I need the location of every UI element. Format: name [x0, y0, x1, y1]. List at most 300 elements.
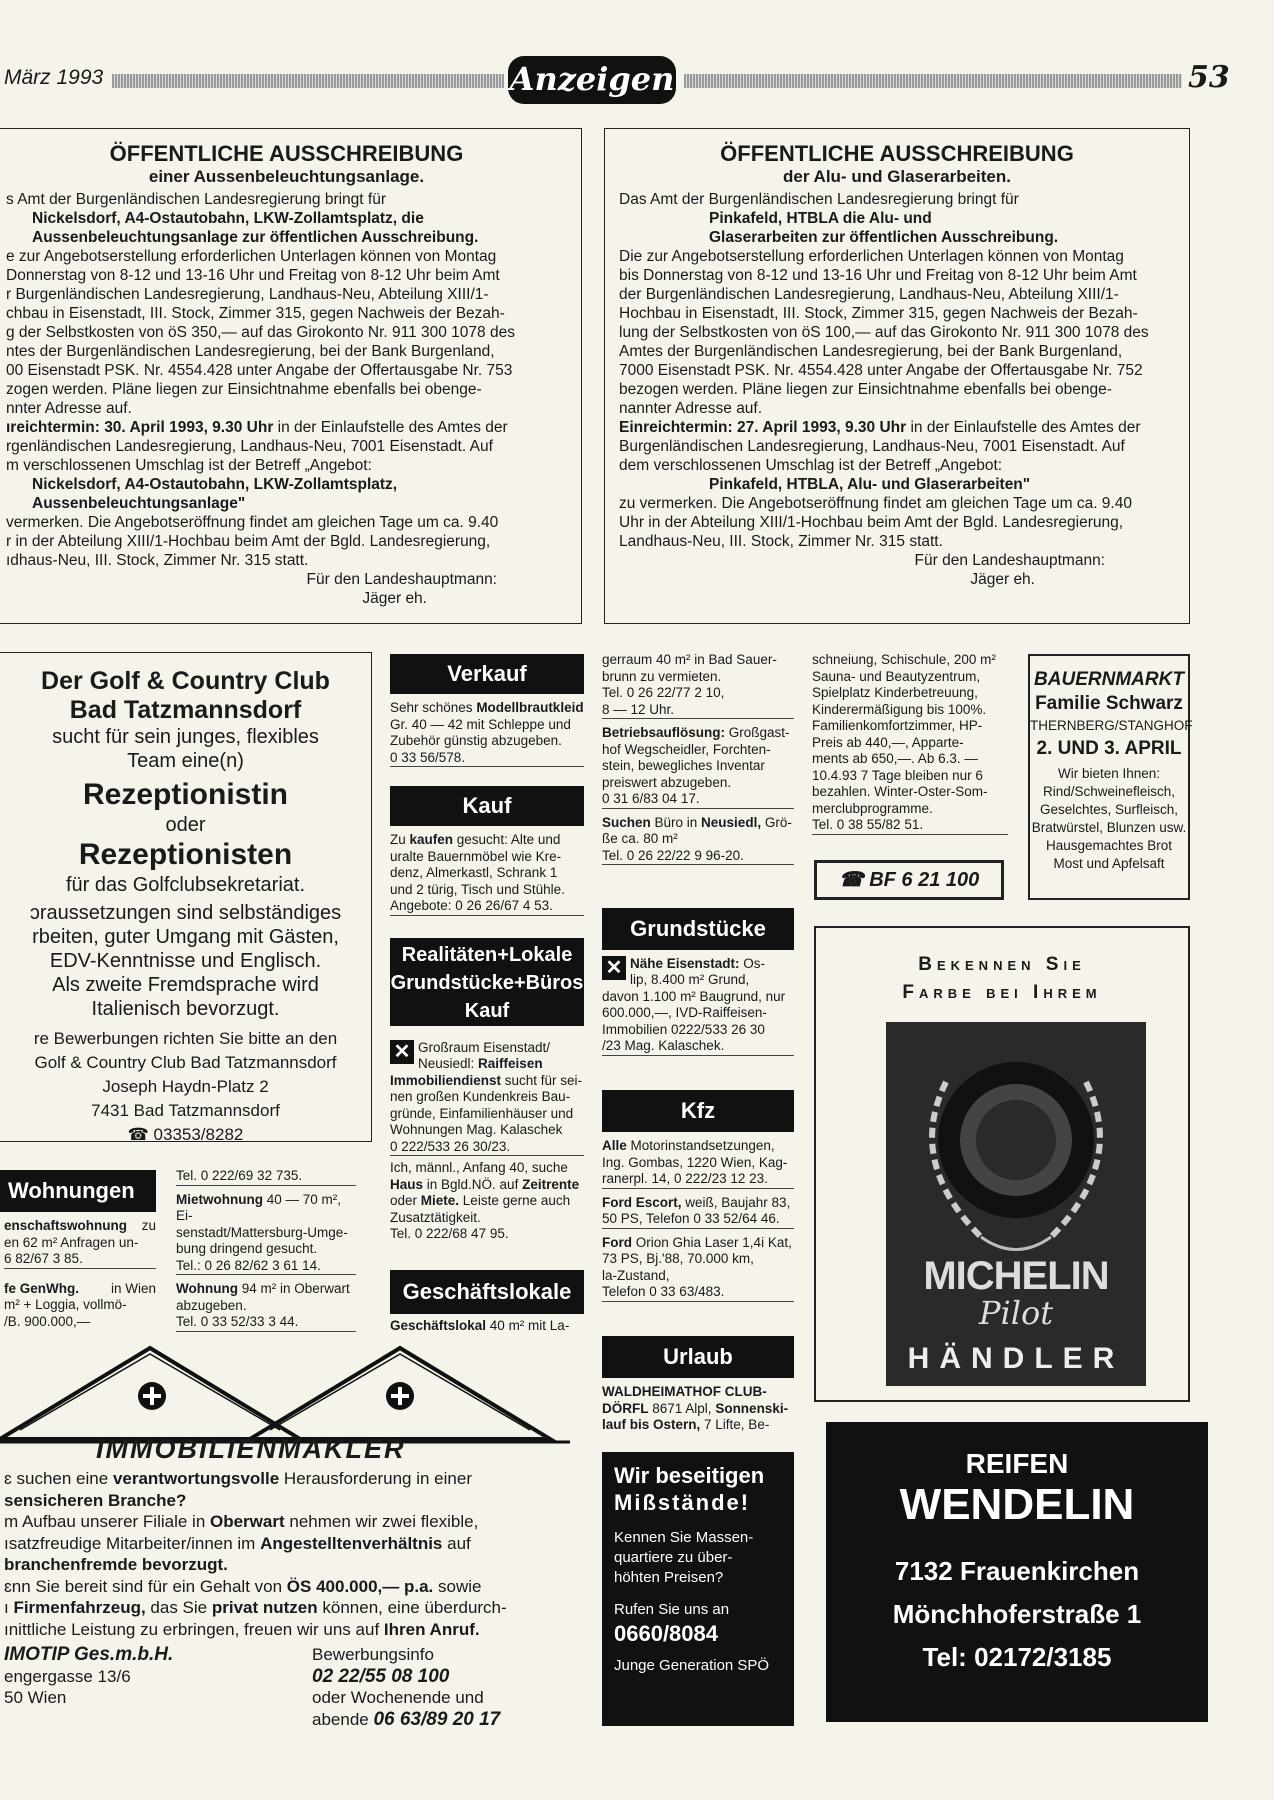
immo-text: auf	[442, 1533, 471, 1553]
deadline: Einreichtermin: 27. April 1993, 9.30 Uhr	[619, 419, 907, 436]
michelin-slogan: Farbe bei Ihrem	[902, 982, 1102, 1003]
classified-line: Tel. 0 222/69 32 735.	[176, 1168, 356, 1186]
tender-line: rgenländischen Landesregierung, Landhaus-Neu, 7001 Eisenstadt. Auf	[6, 438, 493, 455]
classified-line: uralte Bauernmöbel wie Kre-	[390, 848, 562, 864]
immo-text: sowie	[433, 1576, 482, 1596]
classified-line: abzugeben.	[176, 1297, 247, 1313]
classified-line: und 2 türig, Tisch und Stühle.	[390, 881, 565, 897]
golf-headline: Bad Tatzmannsdorf	[69, 696, 302, 724]
tender-line: bis Donnerstag von 8-12 und 13-16 Uhr und Freitag von 8-12 Uhr beim Amt	[619, 267, 1137, 284]
tender-line: 7000 Eisenstadt PSK. Nr. 4554.428 unter Angabe der Offertausgabe Nr. 752	[619, 362, 1143, 379]
classified-bold: Miete.	[420, 1193, 460, 1208]
classified-line: Ich, männl., Anfang 40, suche	[390, 1160, 568, 1175]
michelin-panel	[886, 1022, 1146, 1386]
classified-bold: Betriebsauflösung:	[602, 725, 726, 740]
classified-line: 600.000,—, IVD-Raiffeisen-	[602, 1005, 767, 1020]
tender-line: Amtes der Burgenländischen Landesregierung, bei der Bank Burgenland,	[619, 343, 1123, 360]
immo-line	[4, 1511, 576, 1533]
immo-ad	[0, 1334, 580, 1744]
classified-line: Angebote: 0 26 26/67 4 53.	[390, 898, 584, 916]
immo-bold: Ihren Anruf.	[383, 1619, 480, 1639]
bauern-place: THERNBERG/STANGHOF	[1030, 718, 1193, 733]
classified-line: davon 1.100 m² Baugrund, nur	[602, 988, 786, 1004]
wendelin-name: WENDELIN	[899, 1480, 1135, 1529]
classified-line: 0 31 6/83 04 17.	[602, 791, 794, 809]
section-logo: Anzeigen	[508, 56, 676, 104]
tender-line: 00 Eisenstadt PSK. Nr. 4554.428 unter Angabe der Offertausgabe Nr. 753	[6, 362, 513, 379]
classified-text: in Wien	[110, 1280, 156, 1296]
classified-line: nen großen Kundenkreis Bau-	[390, 1089, 571, 1104]
category-kfz: Kfz	[602, 1090, 794, 1132]
immo-title: IMMOBILIENMAKLER	[96, 1434, 406, 1464]
immo-bold: Firmenfahrzeug,	[13, 1598, 146, 1617]
immo-text: das Sie	[145, 1598, 212, 1617]
tender-line: nannter Adresse auf.	[619, 400, 763, 417]
tender-line	[6, 418, 567, 437]
classified-line: Tel.: 0 26 82/62 3 61 14.	[176, 1258, 356, 1276]
classified-line: ranerpl. 14, 0 222/23 12 23.	[602, 1171, 794, 1189]
classified-bold: Geschäftslokal	[390, 1318, 487, 1333]
tender-left	[0, 128, 582, 624]
classified-bold: Modellbrautkleid	[476, 700, 584, 715]
job-title: Rezeptionistin	[82, 778, 288, 811]
classified-line: 6 82/67 3 85.	[4, 1251, 156, 1269]
classified-bold: lauf bis Ostern,	[602, 1417, 701, 1432]
immo-bold: Angestelltenverhältnis	[260, 1533, 443, 1553]
spoe-phone: 0660/8084	[614, 1621, 718, 1646]
tender-line: ntes der Burgenländischen Landesregierung, bei der Bank Burgenland,	[6, 343, 495, 360]
golf-text: EDV-Kenntnisse und Englisch.	[49, 950, 322, 972]
classified-line: Familienkomfortzimmer, HP-	[812, 718, 983, 733]
classified-line: Zusatztätigkeit.	[390, 1209, 481, 1225]
company-street: engergasse 13/6	[4, 1666, 131, 1686]
spoe-headline: Wir beseitigen	[614, 1463, 765, 1488]
classified-line: bung dringend gesucht.	[176, 1241, 318, 1256]
bauern-date: 2. UND 3. APRIL	[1036, 738, 1182, 759]
classified-line: Tel. 0 26 22/77 2 10,	[602, 685, 725, 700]
tender-text: in der Einlaufstelle des Amtes der	[906, 419, 1141, 436]
immo-text: ınittliche Leistung zu erbringen, freuen wir uns auf	[4, 1619, 384, 1639]
contact-text: abende	[312, 1709, 374, 1729]
immo-company	[4, 1644, 244, 1709]
contact-phone-weekend: 06 63/89 20 17	[373, 1708, 501, 1730]
bf-phone-box: ☎ BF 6 21 100	[814, 860, 1004, 900]
classified-text: sucht für sei-	[501, 1072, 583, 1088]
classified-text: in Bgld.NÖ. auf	[423, 1176, 523, 1192]
classified-line: Spielplatz Kinderbetreuung,	[812, 685, 978, 700]
tender-line: ıdhaus-Neu, III. Stock, Zimmer Nr. 315 statt.	[6, 552, 309, 569]
tender-text: in der Einlaufstelle des Amtes der	[273, 419, 508, 436]
classified-line: 10.4.93 7 Tage bleiben nur 6	[812, 767, 983, 783]
tender-line: Landhaus-Neu, III. Stock, Zimmer Nr. 315 statt.	[619, 533, 943, 550]
tender-line: Nickelsdorf, A4-Ostautobahn, LKW-Zollamtsplatz, die	[32, 210, 424, 227]
raiffeisen-logo-icon: ✕	[602, 956, 626, 980]
tender-line: zogen werden. Pläne liegen zur Einsichtnahme ebenfalls bei obenge-	[6, 381, 482, 398]
contact-label: Bewerbungsinfo	[312, 1645, 434, 1664]
classified-line: brunn zu vermieten.	[602, 668, 722, 684]
classifieds-wohnungen-right	[176, 1168, 356, 1332]
wendelin-city: 7132 Frauenkirchen	[894, 1556, 1140, 1586]
golf-contact: Golf & Country Club Bad Tatzmannsdorf	[34, 1053, 337, 1072]
classified-line: Kinderermäßigung bis 100%.	[812, 701, 987, 717]
deadline: ıreichtermin: 30. April 1993, 9.30 Uhr	[6, 419, 274, 436]
classified-bold: Haus	[390, 1176, 424, 1192]
classified-line: Telefon 0 33 63/483.	[602, 1284, 794, 1302]
tender-line: nnter Adresse auf.	[6, 400, 132, 417]
classifieds-urlaub	[602, 1384, 794, 1434]
golf-text: rbeiten, guter Umgang mit Gästen,	[32, 926, 339, 948]
classified-text: 94 m² in Oberwart	[237, 1281, 350, 1296]
signature-name: Jäger eh.	[970, 571, 1035, 588]
classified-line	[602, 1417, 794, 1434]
tender-line: Donnerstag von 8-12 und 13-16 Uhr und Freitag von 8-12 Uhr beim Amt	[6, 267, 500, 284]
classified-line: la-Zustand,	[602, 1267, 670, 1283]
classifieds-col4-top	[602, 652, 794, 865]
tender-line: Aussenbeleuchtungsanlage zur öffentlichen Ausschreibung.	[32, 229, 479, 246]
classified-bold: Neusiedl,	[701, 814, 762, 830]
category-kauf: Kauf	[390, 786, 584, 826]
classified-text: Leiste gerne auch	[459, 1193, 571, 1208]
immo-text: Herausforderung in einer	[279, 1469, 472, 1488]
classified-line	[602, 725, 794, 742]
tender-line: Glaserarbeiten zur öffentlichen Ausschreibung.	[709, 229, 1059, 246]
classified-text: 40 m² mit La-	[486, 1318, 570, 1333]
classified-text: gesucht: Alte und	[453, 832, 561, 847]
classified-line	[4, 1281, 156, 1298]
spoe-ad	[602, 1452, 794, 1726]
tender-line: m verschlossenen Umschlag ist der Betreff „Angebot:	[6, 457, 372, 474]
classified-line: bezahlen. Winter-Oster-Som-	[812, 784, 988, 799]
tender-line: Pinkafeld, HTBLA die Alu- und	[709, 210, 932, 227]
classified-text: 8671 Alpl,	[648, 1400, 716, 1416]
classified-line: Tel. 0 38 55/82 51.	[812, 817, 1008, 835]
immo-line	[4, 1533, 576, 1555]
immo-contact	[312, 1644, 580, 1730]
classified-line: preiswert abzugeben.	[602, 774, 732, 790]
tender-line: r in der Abteilung XIII/1-Hochbau beim Amt der Bgld. Landesregierung,	[6, 533, 491, 550]
tender-line: g der Selbstkosten von öS 350,— auf das Girokonto Nr. 911 300 1078 des	[6, 324, 515, 341]
contact-phone: 02 22/55 08 100	[312, 1665, 450, 1687]
spoe-text: höhten Preisen?	[614, 1569, 724, 1586]
bauern-family: Familie Schwarz	[1035, 693, 1183, 714]
classified-line: 73 PS, Bj.'88, 70.000 km,	[602, 1251, 754, 1266]
classified-line: ments ab 650,—. Ab 6.3. —	[812, 751, 978, 766]
bauern-text: Hausgemachtes Brot	[1045, 838, 1173, 853]
classified-line	[602, 815, 794, 832]
classified-bold: kaufen	[409, 832, 454, 847]
classified-text: Grö-	[761, 814, 792, 830]
michelin-brand: MICHELIN	[923, 1254, 1109, 1298]
tender-subtitle: der Alu- und Glaserarbeiten.	[783, 167, 1011, 186]
classified-bold: Raiffeisen	[478, 1056, 543, 1071]
michelin-ad	[814, 926, 1190, 1402]
category-line: Grundstücke+Büros	[390, 972, 584, 994]
tender-line: zu vermerken. Die Angebotseröffnung findet am gleichen Tage um ca. 9.40	[619, 495, 1132, 512]
category-verkauf: Verkauf	[390, 654, 584, 694]
classified-line: Ing. Gombas, 1220 Wien, Kag-	[602, 1154, 788, 1170]
immo-body	[4, 1468, 576, 1640]
signature-line: Für den Landeshauptmann:	[914, 552, 1105, 569]
classified-bold: fe GenWhg.	[4, 1280, 79, 1296]
classified-text: oder	[390, 1193, 421, 1208]
tender-line: r Burgenländischen Landesregierung, Landhaus-Neu, Abteilung XIII/1-	[6, 286, 489, 303]
classified-text: Os-	[739, 956, 766, 971]
immo-text: ɛnn Sie bereit sind für ein Gehalt von	[4, 1576, 287, 1596]
classified-line: denz, Almerkastl, Schrank 1	[390, 865, 558, 880]
classified-text: Orion Ghia Laser 1,4i Kat,	[632, 1234, 792, 1250]
classified-line: 8 — 12 Uhr.	[602, 702, 794, 720]
wendelin-phone: Tel: 02172/3185	[922, 1642, 1112, 1672]
golf-club-ad	[0, 652, 372, 1142]
category-realitaeten	[390, 938, 584, 1026]
bauern-text: Rind/Schweinefleisch,	[1042, 784, 1176, 799]
golf-text: für das Golfclubsekretariat.	[66, 874, 305, 896]
signature-name: Jäger eh.	[362, 590, 427, 607]
immo-bold: privat nutzen	[211, 1598, 318, 1617]
immo-line	[4, 1554, 576, 1576]
classified-line: 0 222/533 26 30/23.	[390, 1139, 584, 1157]
golf-text: oder	[165, 814, 206, 836]
classified-line: Preis ab 440,—, Apparte-	[812, 734, 964, 750]
classified-text: Motorinstandsetzungen,	[626, 1138, 775, 1153]
page-number: 53	[1188, 60, 1230, 95]
tender-line: bezogen werden. Pläne liegen zur Einsichtnahme ebenfalls bei obenge-	[619, 381, 1112, 398]
golf-contact: Joseph Haydn-Platz 2	[102, 1077, 269, 1096]
wendelin-ad	[826, 1422, 1208, 1722]
job-title: Rezeptionisten	[78, 838, 293, 871]
golf-text: Italienisch bevorzugt.	[91, 998, 280, 1020]
tender-title: ÖFFENTLICHE AUSSCHREIBUNG	[720, 141, 1074, 166]
header-rule-left	[112, 74, 504, 88]
classified-line	[176, 1281, 356, 1298]
category-geschaeftslokale: Geschäftslokale	[390, 1270, 584, 1314]
classifieds-geschaeft	[390, 1318, 584, 1335]
tender-line: der Burgenländischen Landesregierung, Landhaus-Neu, Abteilung XIII/1-	[619, 286, 1119, 303]
tender-line: Nickelsdorf, A4-Ostautobahn, LKW-Zollamtsplatz,	[32, 476, 398, 493]
contact-line	[312, 1709, 580, 1731]
classified-line: Zubehör günstig abzugeben.	[390, 733, 562, 748]
signature-line: Für den Landeshauptmann:	[306, 571, 497, 588]
classifieds-kfz	[602, 1138, 794, 1302]
golf-contact: 7431 Bad Tatzmannsdorf	[91, 1101, 280, 1120]
classified-bold: Suchen	[602, 814, 651, 830]
golf-phone: ☎ 03353/8282	[127, 1125, 244, 1144]
golf-text: sucht für sein junges, flexibles	[52, 726, 319, 748]
classified-line: Sauna- und Beautyzentrum,	[812, 668, 981, 684]
golf-text: Als zweite Fremdsprache wird	[52, 974, 319, 996]
tender-right	[604, 128, 1190, 624]
classified-line: lip, 8.400 m² Grund,	[630, 972, 750, 987]
immo-line	[4, 1490, 576, 1512]
tender-line: Die zur Angebotserstellung erforderlichen Unterlagen können von Montag	[619, 248, 1124, 265]
classified-line: schneiung, Schischule, 200 m²	[812, 652, 996, 667]
tender-line	[619, 418, 1175, 437]
tender-title: ÖFFENTLICHE AUSSCHREIBUNG	[109, 141, 464, 166]
classifieds-col5	[812, 652, 1008, 835]
immo-bold: verantwortungsvolle	[112, 1469, 280, 1488]
classified-line	[602, 1401, 794, 1418]
classified-line: 50 PS, Telefon 0 33 52/64 46.	[602, 1211, 794, 1229]
classified-bold: WALDHEIMATHOF CLUB-	[602, 1384, 767, 1399]
classified-line: m² + Loggia, vollmö-	[4, 1297, 127, 1312]
classified-line: Wohnungen Mag. Kalaschek	[390, 1122, 563, 1137]
tender-line: Das Amt der Burgenländischen Landesregierung bringt für	[619, 191, 1019, 208]
classified-text: Großraum Eisenstadt/	[418, 1040, 551, 1055]
tender-subtitle: einer Aussenbeleuchtungsanlage.	[148, 167, 425, 186]
bauern-text: Bratwürstel, Blunzen usw.	[1031, 820, 1187, 835]
classified-bold: Ford Escort,	[602, 1194, 682, 1210]
immo-bold: ÖS 400.000,— p.a.	[286, 1576, 434, 1596]
classified-bold: Sonnenski-	[715, 1400, 789, 1416]
tender-line: chbau in Eisenstadt, III. Stock, Zimmer 315, gegen Nachweis der Bezah-	[6, 305, 505, 322]
tire-wreath-graphic	[886, 1022, 1146, 1282]
tender-line: dem verschlossenen Umschlag ist der Betreff „Angebot:	[619, 457, 1003, 474]
classified-line: merclubprogramme.	[812, 800, 933, 816]
tender-line: s Amt der Burgenländischen Landesregierung bringt für	[6, 191, 386, 208]
tender-line: lung der Selbstkosten von öS 100,— auf das Girokonto Nr. 911 300 1078 des	[619, 324, 1149, 341]
classified-line: Tel. 0 33 52/33 3 44.	[176, 1314, 356, 1332]
bauernmarkt-ad	[1028, 654, 1193, 900]
immo-text: nehmen wir zwei flexible,	[284, 1512, 479, 1531]
classified-line: Tel. 0 222/68 47 95.	[390, 1226, 509, 1241]
classified-line	[602, 1384, 794, 1401]
classified-line	[390, 700, 584, 717]
classifieds-realitaeten	[390, 1040, 584, 1243]
immo-line	[4, 1619, 576, 1641]
spoe-headline: Mißstände!	[614, 1490, 751, 1515]
header-rule-right	[684, 74, 1182, 88]
tender-line: vermerken. Die Angebotseröffnung findet am gleichen Tage um ca. 9.40	[6, 514, 499, 531]
classified-text: weiß, Baujahr 83,	[681, 1194, 791, 1210]
classified-line	[602, 1138, 794, 1155]
classified-bold: Ford	[602, 1234, 632, 1250]
classified-line	[390, 1056, 584, 1073]
michelin-slogan: Bekennen Sie	[918, 954, 1086, 975]
golf-contact: re Bewerbungen richten Sie bitte an den	[33, 1029, 338, 1048]
tender-line: Hochbau in Eisenstadt, III. Stock, Zimmer 315, gegen Nachweis der Bezah-	[619, 305, 1138, 322]
classifieds-kauf	[390, 832, 584, 916]
category-wohnungen: Wohnungen	[0, 1170, 156, 1212]
classified-line	[176, 1192, 356, 1225]
classified-bold: Mietwohnung	[176, 1191, 263, 1207]
bauern-text: Geselchtes, Surfleisch,	[1039, 802, 1179, 817]
classifieds-grundstuecke	[602, 956, 794, 1056]
classified-line: en 62 m² Anfragen un-	[4, 1234, 139, 1250]
bauern-text: Wir bieten Ihnen:	[1057, 766, 1161, 781]
company-name: IMOTIP Ges.m.b.H.	[4, 1644, 174, 1665]
classified-bold: Wohnung	[176, 1281, 238, 1296]
classified-line	[602, 1195, 794, 1212]
contact-text: oder Wochenende und	[312, 1688, 484, 1707]
spoe-text: Rufen Sie uns an	[614, 1601, 730, 1618]
immo-text: ısatzfreudige Mitarbeiter/innen im	[4, 1533, 261, 1553]
classified-line: ße ca. 80 m²	[602, 831, 678, 846]
bauern-title: BAUERNMARKT	[1034, 669, 1184, 690]
immo-text: m Aufbau unserer Filiale in	[4, 1512, 210, 1531]
tender-line: Pinkafeld, HTBLA, Alu- und Glaserarbeiten"	[709, 476, 1031, 493]
tender-line: Uhr in der Abteilung XIII/1-Hochbau beim Amt der Bgld. Landesregierung,	[619, 514, 1124, 531]
classified-text: Neusiedl:	[418, 1056, 479, 1071]
classified-bold: Alle	[602, 1138, 627, 1153]
immo-bold: branchenfremde bevorzugt.	[4, 1555, 228, 1574]
classified-bold: enschaftswohnung	[4, 1218, 128, 1233]
issue-date: März 1993	[4, 66, 104, 89]
classified-bold: DÖRFL	[602, 1400, 649, 1416]
classified-line	[390, 1193, 584, 1210]
spoe-text: Junge Generation SPÖ	[614, 1657, 770, 1674]
spoe-text: Kennen Sie Massen-	[614, 1529, 754, 1546]
raiffeisen-logo-icon: ✕	[390, 1040, 414, 1064]
bauern-text: Most und Apfelsaft	[1053, 856, 1165, 871]
classified-bold: Zeitrente	[522, 1176, 580, 1192]
tender-line: e zur Angebotserstellung erforderlichen Unterlagen können von Montag	[6, 248, 497, 265]
classified-text: Großgast-	[725, 725, 790, 740]
classified-line: hof Wegscheidler, Forchten-	[602, 741, 771, 757]
classified-line: Tel. 0 26 22/22 9 96-20.	[602, 848, 794, 866]
company-city: 50 Wien	[4, 1688, 67, 1707]
tender-line: Aussenbeleuchtungsanlage"	[32, 495, 246, 512]
golf-headline: Der Golf & Country Club	[41, 667, 330, 695]
spoe-text: quartiere zu über-	[614, 1549, 733, 1566]
classified-text: Büro in	[650, 814, 702, 830]
golf-text: Team eine(n)	[127, 750, 244, 772]
wendelin-line: REIFEN	[965, 1448, 1069, 1479]
classified-line: senstadt/Mattersburg-Umge-	[176, 1224, 348, 1240]
immo-text: ı	[4, 1598, 14, 1617]
category-line: Realitäten+Lokale	[401, 944, 573, 966]
classified-text: 7 Lifte, Be-	[700, 1417, 770, 1432]
immo-line	[4, 1468, 576, 1490]
immo-line	[4, 1597, 576, 1619]
classified-text: zu	[141, 1218, 156, 1233]
immo-text: können, eine überdurch-	[317, 1598, 507, 1617]
category-line: Kauf	[464, 1000, 510, 1022]
immo-bold: Oberwart	[210, 1512, 285, 1531]
category-grundstuecke: Grundstücke	[602, 908, 794, 950]
classified-line: /23 Mag. Kalaschek.	[602, 1038, 794, 1056]
immo-bold: sensicheren Branche?	[4, 1490, 187, 1510]
classified-line	[390, 1073, 584, 1090]
classified-text: Zu	[390, 832, 410, 847]
classified-bold: Nähe Eisenstadt:	[630, 956, 740, 971]
michelin-sub: Pilot	[978, 1294, 1054, 1332]
classified-line: stein, bewegliches Inventar	[602, 758, 765, 773]
wendelin-street: Mönchhoferstraße 1	[892, 1599, 1142, 1629]
immo-line	[4, 1576, 576, 1598]
classified-text: 40 — 70 m², Ei-	[176, 1191, 342, 1223]
classified-line	[390, 1177, 584, 1194]
classified-line	[602, 1235, 794, 1252]
classified-line	[390, 832, 584, 849]
classified-line: gründe, Einfamilienhäuser und	[390, 1105, 574, 1121]
immo-text: ɛ suchen eine	[4, 1469, 113, 1488]
classified-line: gerraum 40 m² in Bad Sauer-	[602, 652, 777, 667]
category-urlaub: Urlaub	[602, 1336, 794, 1378]
classified-line	[4, 1218, 156, 1235]
classified-line: Gr. 40 — 42 mit Schleppe und	[390, 716, 571, 732]
classified-line: 0 33 56/578.	[390, 750, 584, 768]
classified-bold: Immobiliendienst	[390, 1072, 502, 1088]
golf-text: ɔraussetzungen sind selbständiges	[29, 902, 342, 924]
classified-line	[390, 1318, 584, 1335]
classifieds-wohnungen-left	[4, 1218, 156, 1330]
michelin-dealer: HÄNDLER	[907, 1342, 1125, 1375]
classified-text: Sehr schönes	[390, 700, 477, 715]
tender-line: Burgenländischen Landesregierung, Landhaus-Neu, 7001 Eisenstadt. Auf	[619, 438, 1125, 455]
classified-line: /B. 900.000,—	[4, 1313, 91, 1329]
classifieds-verkauf	[390, 700, 584, 767]
classified-line: Immobilien 0222/533 26 30	[602, 1021, 765, 1037]
